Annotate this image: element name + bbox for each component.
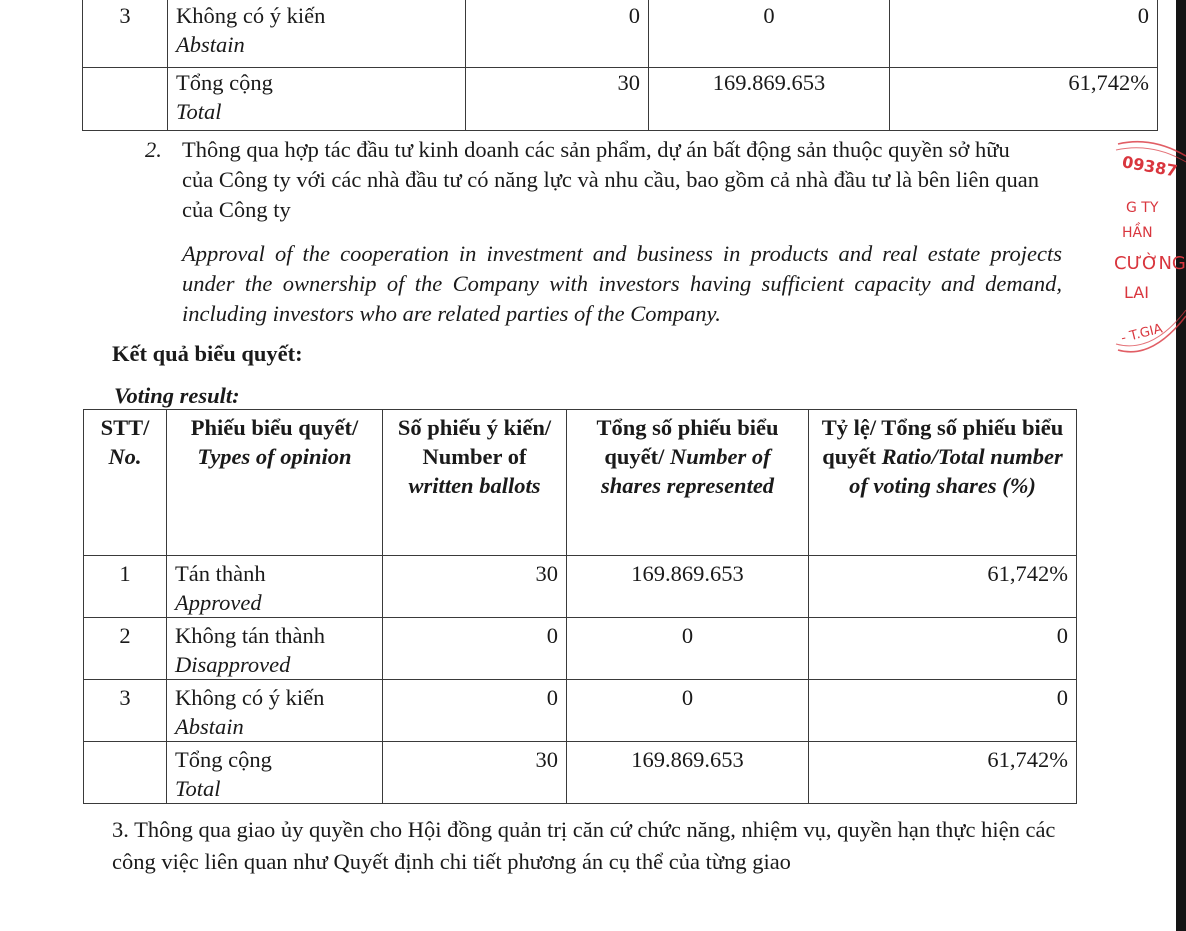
seal-text: G TY — [1126, 200, 1159, 216]
header-shares: Tổng số phiếu biểu quyết/ Number of shares represented — [567, 410, 809, 556]
opinion-type: Không có ý kiến Abstain — [168, 0, 466, 68]
row-number: 3 — [84, 680, 167, 742]
ballots-count: 0 — [466, 0, 649, 68]
ratio-value: 0 — [809, 618, 1077, 680]
shares-count: 0 — [567, 618, 809, 680]
shares-count: 0 — [649, 0, 890, 68]
ratio-value: 0 — [890, 0, 1158, 68]
shares-count: 169.869.653 — [567, 556, 809, 618]
item2-vietnamese — [145, 135, 1045, 225]
item-number: 2. — [145, 137, 162, 162]
header-ratio: Tỷ lệ/ Tổng số phiếu biểu quyết Ratio/Total number of voting shares (%) — [809, 410, 1077, 556]
voting-result-label-en: Voting result: — [114, 383, 240, 408]
opinion-type: Tổng cộng Total — [167, 742, 383, 804]
table-row — [84, 742, 1077, 804]
seal-text: HẦN — [1122, 225, 1153, 241]
ratio-value: 61,742% — [890, 68, 1158, 131]
shares-count: 169.869.653 — [567, 742, 809, 804]
seal-text: 09387 — [1120, 152, 1179, 181]
item3-text: 3. Thông qua giao ủy quyền cho Hội đồng quản trị căn cứ chức năng, nhiệm vụ, quyền hạn thực hiện các công việc liên quan như Quyết định chi tiết phương án cụ thể của từng giao — [112, 817, 1056, 874]
ratio-value: 0 — [809, 680, 1077, 742]
seal-text: CƯỜNG — [1114, 253, 1186, 274]
ballots-count: 0 — [383, 680, 567, 742]
ballots-count: 0 — [383, 618, 567, 680]
table-header-row — [84, 410, 1077, 556]
opinion-type: Tổng cộng Total — [168, 68, 466, 131]
header-no: STT/ No. — [84, 410, 167, 556]
item-text: Thông qua hợp tác đầu tư kinh doanh các sản phẩm, dự án bất động sản thuộc quyền sở hữu của Công ty với các nhà đầu tư có năng lực và nhu cầu, bao gồm cả nhà đầu tư là bên liên quan của Công ty — [182, 137, 1039, 222]
opinion-type: Không có ý kiến Abstain — [167, 680, 383, 742]
previous-voting-table — [82, 0, 1158, 131]
seal-text: LAI — [1124, 283, 1149, 302]
table-row — [84, 618, 1077, 680]
table-row — [84, 556, 1077, 618]
ratio-value: 61,742% — [809, 556, 1077, 618]
item2-english: Approval of the cooperation in investment and business in products and real estate projects under the ownership of the Company with investors having sufficient capacity and demand, including investors who are related parties of the Company. — [182, 241, 1062, 326]
table-row — [83, 68, 1158, 131]
row-number — [83, 68, 168, 131]
table-row — [83, 0, 1158, 68]
table-row — [84, 680, 1077, 742]
opinion-type: Không tán thành Disapproved — [167, 618, 383, 680]
header-ballots: Số phiếu ý kiến/ Number of written ballots — [383, 410, 567, 556]
shares-count: 0 — [567, 680, 809, 742]
voting-result-table — [83, 409, 1077, 804]
ballots-count: 30 — [383, 742, 567, 804]
seal-text: - T.GIA — [1119, 321, 1165, 347]
opinion-type: Tán thành Approved — [167, 556, 383, 618]
shares-count: 169.869.653 — [649, 68, 890, 131]
row-number: 2 — [84, 618, 167, 680]
row-number — [84, 742, 167, 804]
company-seal-icon — [1112, 138, 1186, 358]
header-type: Phiếu biểu quyết/ Types of opinion — [167, 410, 383, 556]
row-number: 3 — [83, 0, 168, 68]
ballots-count: 30 — [383, 556, 567, 618]
ballots-count: 30 — [466, 68, 649, 131]
row-number: 1 — [84, 556, 167, 618]
ratio-value: 61,742% — [809, 742, 1077, 804]
voting-result-label: Kết quả biểu quyết: — [112, 341, 303, 366]
